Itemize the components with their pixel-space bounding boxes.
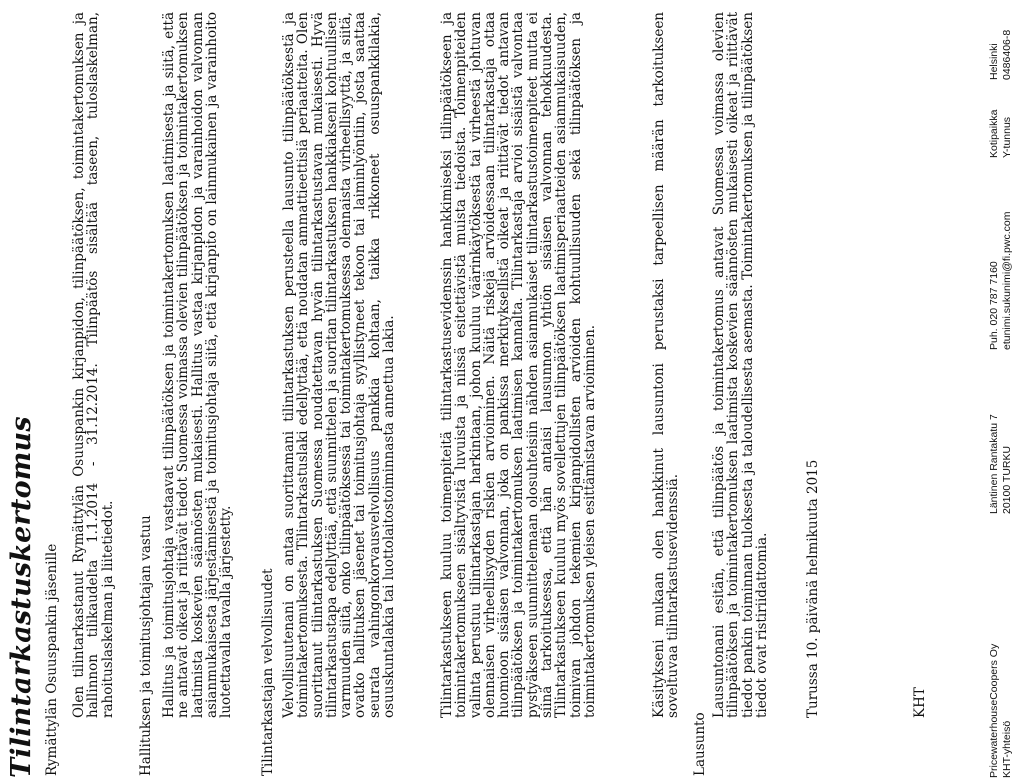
section-duties-body-3 <box>652 12 681 718</box>
footer-business-id: 0486406-8 <box>1001 29 1013 80</box>
footer-business-id-label: Y-tunnus <box>1001 116 1013 158</box>
footer-phone: Puh. 020 787 7160 <box>988 261 1000 350</box>
footer-company-name: PricewaterhouseCoopers Oy <box>988 643 1000 778</box>
section-duties-body <box>282 12 396 718</box>
section-heading-responsibility: Hallituksen ja toimitusjohtajan vastuu <box>138 515 154 776</box>
signature-title: KHT <box>912 687 928 718</box>
footer-postal: 20100 TURKU <box>1001 445 1013 514</box>
footer-domicile: Helsinki <box>988 43 1000 80</box>
section-opinion-body <box>712 12 769 718</box>
footer-company-type: KHT-yhteisö <box>1001 720 1013 778</box>
footer-values-block <box>988 30 1014 80</box>
addressee-heading: Rymättylän Osuuspankin jäsenille <box>44 543 60 776</box>
opinion-paragraph: Lausuntonani esitän, että tilinpäätös ja toimintakertomus antavat Suomessa voimassa olevien tilinpäätöksen ja toimintakertomuksen laatimista koskevien säännösten mukaisesti oikeat ja riittävät tiedot pankin toiminnan tuloksesta ja taloudellisesta asemasta. Toimintakertomuksen ja tilinpäätöksen tiedot ovat ristiriidattomia. <box>711 12 770 718</box>
section-duties-body-2 <box>440 12 597 718</box>
page-footer <box>988 2 1020 778</box>
footer-contact-block <box>988 212 1014 350</box>
intro-text: Olen tilintarkastanut Rymättylän Osuuspankin kirjanpidon, tilinpäätöksen, toimintakertomuksen ja hallinnon tilikaudelta 1.1.2014 - 31.12.2014. Tilinpäätös sisältää taseen, tuloslaskelman, rahoituslaskelman ja liitetiedot. <box>71 12 116 718</box>
duties-paragraph-2: Tilintarkastukseen kuuluu toimenpiteitä tilintarkastusevidenssin hankkimiseksi tilinpäätökseen ja toimintakertomukseen sisältyvistä luvuista ja niissä esitettävistä muista tiedoista. Toimenpiteiden valinta perustuu tilintarkastajan harkintaan, johon kuuluu väärinkäytöksestä tai virheestä johtuvan olennaisen virheellisyyden riskien arvioiminen. Näitä riskejä arvioidessaan tilintarkastaja ottaa huomioon sisäisen valvonnan, joka on pankissa merkityksellistä oikeat ja riittävät tiedot antavan tilinpäätöksen ja toimintakertomuksen laatimisen kannalta. Tilintarkastaja arvioi sisäistä valvontaa pystyäkseen suunnittelemaan olosuhteisiin nähden asianmukaiset tilintarkastustoimenpiteet mutta ei siinä tarkoituksessa, että hän antaisi lausunnon yhtiön sisäisen valvonnan tehokkuudesta. Tilintarkastukseen kuuluu myös sovellettujen tilinpäätöksen laatimisperiaatteiden asianmukaisuuden, toimivan johdon tekemien kirjanpidollisten arvioiden kohtuullisuuden sekä tilinpäätöksen ja toimintakertomuksen yleisen esittämistavan arvioiminen. <box>439 12 598 718</box>
section-heading-duties: Tilintarkastajan velvollisuudet <box>260 568 276 776</box>
document-title: Tilintarkastuskertomus <box>6 416 37 778</box>
footer-street: Läntinen Rantakatu 7 <box>988 414 1000 514</box>
footer-address-block <box>988 414 1014 514</box>
responsibility-paragraph: Hallitus ja toimitusjohtaja vastaavat tilinpäätöksen ja toimintakertomuksen laatimisesta ja siitä, että ne antavat oikeat ja riittävät tiedot Suomessa voimassa olevien tilinpäätöksen ja toimintakertomuksen laatimista koskevien säännösten mukaisesti. Hallitus vastaa kirjanpidon ja varainhoidon valvonnan asianmukaisesta järjestämisestä ja toimitusjohtaja siitä, että kirjanpito on lainmukainen ja varainhoito luotettavalla tavalla järjestetty. <box>161 12 235 718</box>
footer-email: etunimi.sukunimi@fi.pwc.com <box>1001 211 1013 350</box>
footer-company-block <box>988 644 1014 778</box>
duties-paragraph-1: Velvollisuutenani on antaa suorittamani tilintarkastuksen perusteella lausunto tilinpäätöksestä ja toimintakertomuksesta. Tilintarkastuslaki edellyttää, että noudatan ammattieettisiä periaatteita. Olen suorittanut tilintarkastuksen Suomessa noudatettavan hyvän tilintarkastustavan mukaisesti. Hyvä tilintarkastustapa edellyttää, että suunnittelen ja suoritan tilintarkastuksen hankkiakseni kohtuullisen varmuuden siitä, onko tilinpäätöksessä tai toimintakertomuksessa olennaista virheellisyyttä, ja siitä, ovatko hallituksen jäsenet tai toimitusjohtaja syyllistyneet tekoon tai laiminlyöntiin, josta saattaa seurata vahingonkorvausvelvollisuus pankkia kohtaan, taikka rikkoneet osuuspankkilakia, osuuskuntalakia tai luottolaitostoiminnasta annettua lakia. <box>281 12 398 718</box>
footer-labels-block <box>988 110 1014 158</box>
section-heading-opinion: Lausunto <box>692 712 708 776</box>
footer-domicile-label: Kotipaikka <box>988 109 1000 158</box>
place-and-date: Turussa 10. päivänä helmikuuta 2015 <box>805 459 821 718</box>
section-responsibility-body <box>162 12 233 718</box>
duties-paragraph-3: Käsitykseni mukaan olen hankkinut lausuntoni perustaksi tarpeellisen määrän tarkoitukseen soveltuvaa tilintarkastusevidenssiä. <box>651 12 682 718</box>
intro-paragraph <box>72 12 115 718</box>
